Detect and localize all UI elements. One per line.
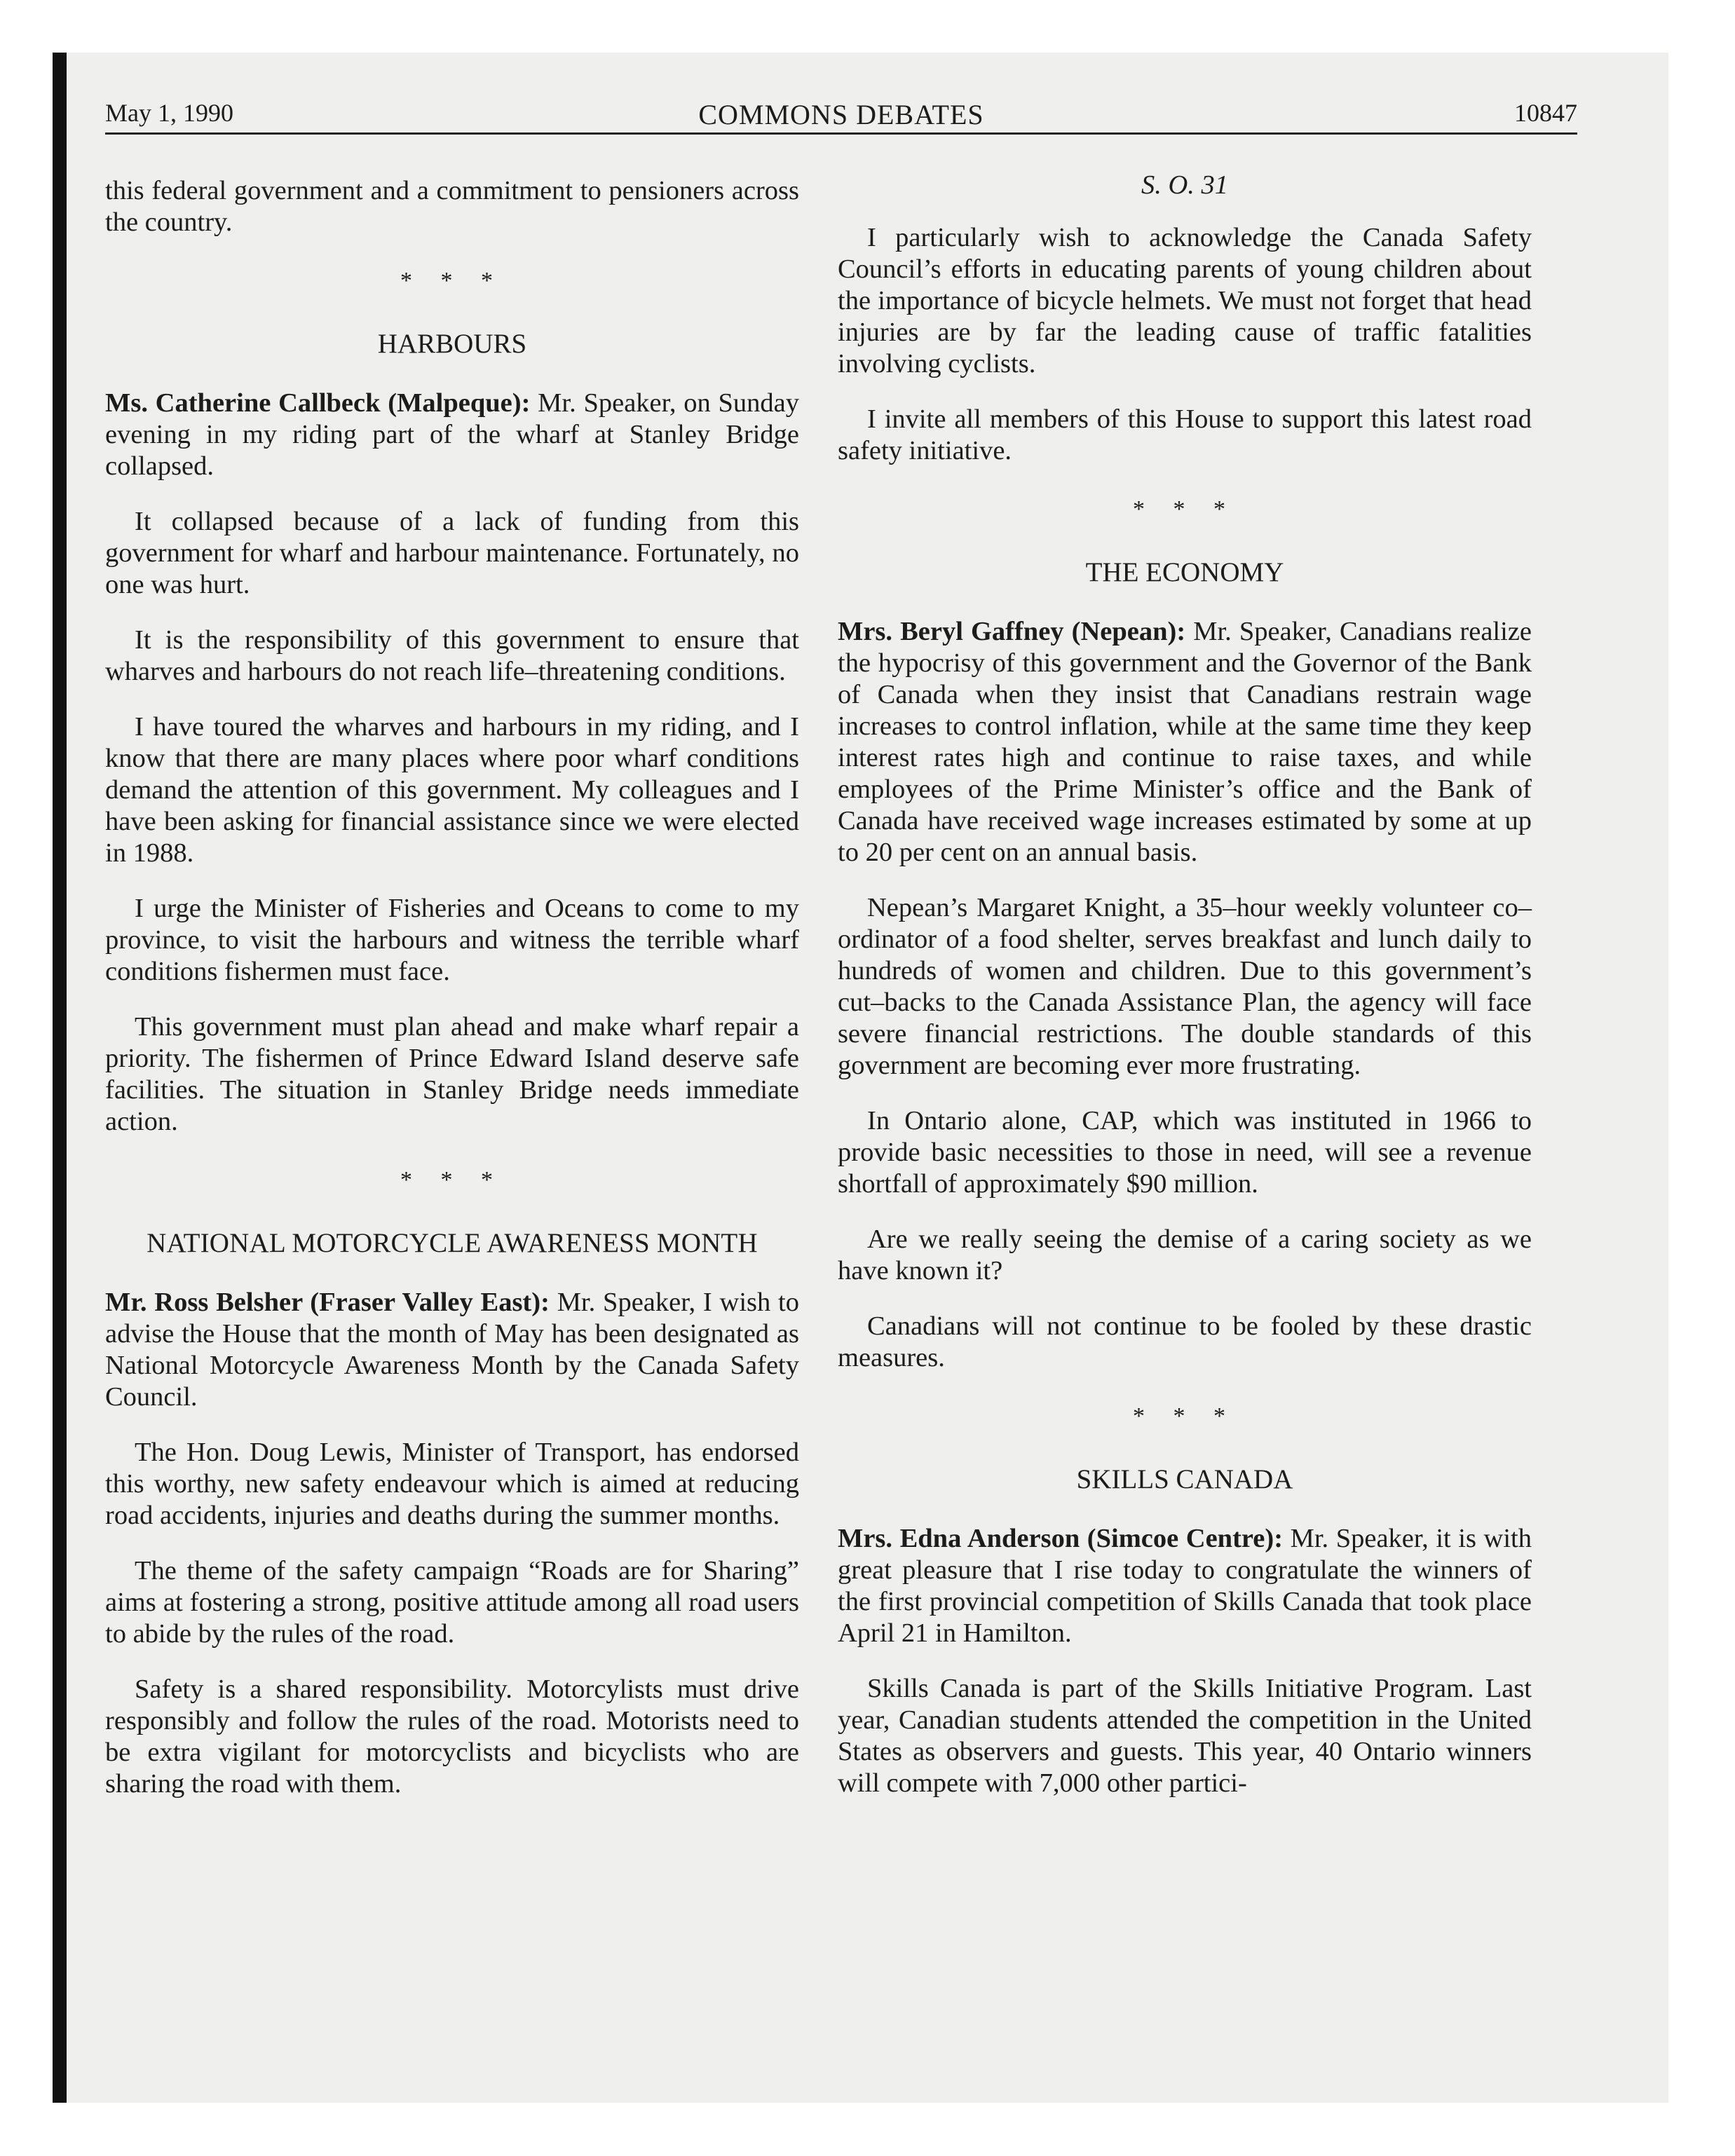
section-heading-harbours: HARBOURS <box>377 329 527 359</box>
left-column <box>105 175 799 1824</box>
header-title: COMMONS DEBATES <box>698 99 984 130</box>
binding-edge <box>53 53 67 2103</box>
continued-paragraph: this federal government and a commitment to pensioners across the country. <box>105 176 799 237</box>
speaker-name: Ms. Catherine Callbeck (Malpeque): <box>105 388 531 418</box>
speaker-name: Mrs. Edna Anderson (Simcoe Centre): <box>838 1524 1284 1553</box>
speech-text: Mr. Speaker, on Sunday evening in my riding part of the wharf at Stanley Bridge collapsed. <box>105 388 799 481</box>
section-separator: * * * <box>1133 1403 1237 1429</box>
header-page-number: 10847 <box>1514 99 1577 127</box>
right-column <box>838 170 1532 1823</box>
speech-paragraph: I urge the Minister of Fisheries and Oceans to come to my province, to visit the harbours and witness the terrible wharf conditions fishermen must face. <box>105 894 799 986</box>
header-date: May 1, 1990 <box>105 99 233 127</box>
speech-paragraph: I invite all members of this House to support this latest road safety initiative. <box>838 404 1532 465</box>
speech-paragraph <box>105 1287 799 1413</box>
section-heading-motorcycle: NATIONAL MOTORCYCLE AWARENESS MONTH <box>147 1228 758 1258</box>
speech-paragraph: Are we really seeing the demise of a caring society as we have known it? <box>838 1224 1532 1285</box>
speech-paragraph: Canadians will not continue to be fooled by these drastic measures. <box>838 1311 1532 1372</box>
speech-text: Mr. Speaker, Canadians realize the hypocrisy of this government and the Governor of the Bank of Canada when they insist that Canadians restrain wage increases to control inflation, while at the same time they keep interest rates high and continue to raise taxes, and while employees of the Prime Minister’s office and the Bank of Canada have received wage increases estimated by some at up to 20 per cent on an annual basis. <box>838 617 1532 867</box>
speech-paragraph: This government must plan ahead and make wharf repair a priority. The fishermen of Prince Edward Island deserve safe facilities. The situation in Stanley Bridge needs immediate action. <box>105 1012 799 1136</box>
speech-paragraph: Nepean’s Margaret Knight, a 35–hour weekly volunteer co–ordinator of a food shelter, serves breakfast and lunch daily to hundreds of women and children. Due to this government’s cut–backs to the Canada Assistance Plan, the agency will face severe financial restrictions. The double standards of this government are becoming ever more frustrating. <box>838 893 1532 1080</box>
section-heading-skills: SKILLS CANADA <box>1076 1464 1293 1494</box>
speaker-name: Mr. Ross Belsher (Fraser Valley East): <box>105 1288 550 1317</box>
speech-paragraph: Safety is a shared responsibility. Motorcylists must drive responsibly and follow the rules of the road. Motorists need to be extra vigilant for motorcyclists and bicyclists who are sharing the road with them. <box>105 1674 799 1799</box>
section-separator: * * * <box>400 268 504 294</box>
standing-order-label: S. O. 31 <box>1141 170 1229 200</box>
speaker-name: Mrs. Beryl Gaffney (Nepean): <box>838 617 1186 646</box>
section-separator: * * * <box>1133 496 1237 522</box>
section-separator: * * * <box>400 1167 504 1193</box>
speech-text: Mr. Speaker, it is with great pleasure that I rise today to congratulate the winners of the first provincial competition of Skills Canada that took place April 21 in Hamilton. <box>838 1524 1532 1648</box>
speech-paragraph <box>838 1523 1532 1649</box>
speech-paragraph <box>105 388 799 482</box>
speech-paragraph: I particularly wish to acknowledge the Canada Safety Council’s efforts in educating parents of young children about the importance of bicycle helmets. We must not forget that head injuries are by far the leading cause of traffic fatalities involving cyclists. <box>838 223 1532 378</box>
section-heading-economy: THE ECONOMY <box>1085 557 1284 587</box>
header-rule <box>105 132 1577 135</box>
speech-paragraph: Skills Canada is part of the Skills Initiative Program. Last year, Canadian students attended the competition in the United States as observers and guests. This year, 40 Ontario winners will compete with 7,000 other partici- <box>838 1674 1532 1798</box>
speech-paragraph: I have toured the wharves and harbours in my riding, and I know that there are many places where poor wharf conditions demand the attention of this government. My colleagues and I have been asking for financial assistance since we were elected in 1988. <box>105 712 799 868</box>
speech-paragraph: It is the responsibility of this government to ensure that wharves and harbours do not reach life–threatening conditions. <box>105 625 799 686</box>
speech-paragraph: In Ontario alone, CAP, which was instituted in 1966 to provide basic necessities to those in need, will see a revenue shortfall of approximately $90 million. <box>838 1106 1532 1199</box>
speech-paragraph: It collapsed because of a lack of funding from this government for wharf and harbour maintenance. Fortunately, no one was hurt. <box>105 507 799 599</box>
speech-paragraph <box>838 616 1532 868</box>
speech-text: Mr. Speaker, I wish to advise the House that the month of May has been designated as National Motorcycle Awareness Month by the Canada Safety Council. <box>105 1288 799 1412</box>
speech-paragraph: The Hon. Doug Lewis, Minister of Transport, has endorsed this worthy, new safety endeavour which is aimed at reducing road accidents, injuries and deaths during the summer months. <box>105 1438 799 1530</box>
speech-paragraph: The theme of the safety campaign “Roads are for Sharing” aims at fostering a strong, positive attitude among all road users to abide by the rules of the road. <box>105 1556 799 1649</box>
